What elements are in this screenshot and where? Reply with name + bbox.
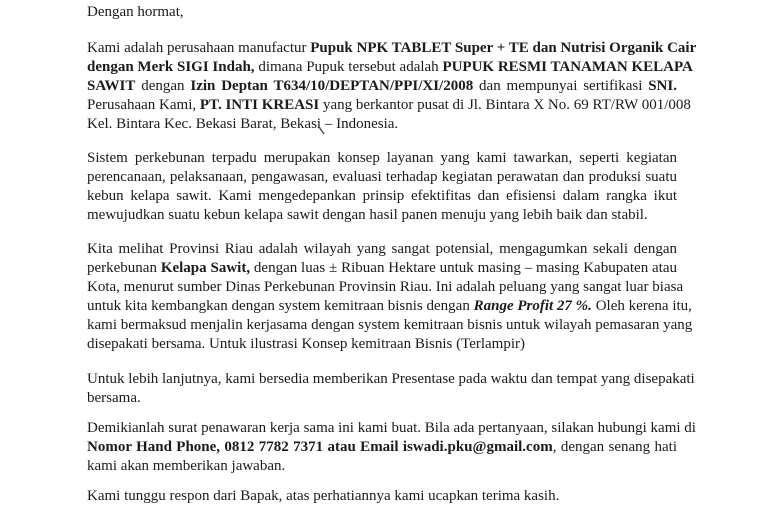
- p1-line-2: [87, 58, 693, 77]
- p1-line-4: [87, 96, 691, 115]
- p1-line-3: [87, 77, 677, 96]
- p5-line-1: Demikianlah surat penawaran kerja sama ini kami buat. Bila ada pertanyaan, silakan hubungi kami di: [87, 420, 696, 436]
- sawit-word: SAWIT: [87, 78, 136, 94]
- p5-line-2: [87, 438, 677, 457]
- p3-line-6: disepakati bersama. Untuk ilustrasi Konsep kemitraan Bisnis (Terlampir): [87, 336, 526, 352]
- official-fertilizer: PUPUK RESMI TANAMAN KELAPA: [442, 59, 693, 75]
- p1-l3-text-a: dengan: [135, 78, 191, 94]
- p2-line-4: mewujudkan suatu kebun kelapa sawit dengan hasil panen menuju yang lebih baik dan stabil.: [87, 207, 648, 223]
- p3-l2-text-a: perkebunan: [87, 260, 161, 276]
- p1-l2-text: dimana Pupuk tersebut adalah: [254, 59, 443, 75]
- p3-l2-text-b: dengan luas ± Ribuan Hektare untuk masing – masing Kabupaten atau: [250, 260, 678, 276]
- p1-line-1: [87, 39, 697, 58]
- range-profit: Range Profit 27 %.: [473, 298, 592, 314]
- p3-line-1: Kita melihat Provinsi Riau adalah wilayah yang sangat potensial, mengagumkan sekali dengan: [87, 241, 677, 257]
- contact-info: Nomor Hand Phone, 0812 7782 7371 atau Email iswadi.pku@gmail.com: [87, 439, 553, 455]
- sni-certification: SNI.: [648, 78, 677, 94]
- p2-line-2: perencanaan, pelaksanaan, pengawasan, evaluasi terhadap kegiatan perawatan dan produksi suatu: [87, 169, 677, 185]
- p3-line-5: kami bermaksud menjalin kerjasama dengan system kemitraan bisnis untuk wilayah pemasaran yang: [87, 317, 693, 333]
- p1-line-5: Kel. Bintara Kec. Bekasi Barat, Bekasi – Indonesia.: [87, 116, 399, 132]
- p3-line-3: Kota, menurut sumber Dinas Perkebunan Provinsin Riau. Ini adalah peluang yang sangat luar biasa: [87, 279, 684, 295]
- p2-line-1: Sistem perkebunan terpadu merupakan konsep layanan yang kami tawarkan, seperti kegiatan: [87, 150, 677, 166]
- p4-line-2: bersama.: [87, 390, 141, 406]
- company-name: PT. INTI KREASI: [199, 97, 320, 113]
- p4-line-1: Untuk lebih lanjutnya, kami bersedia memberikan Presentase pada waktu dan tempat yang disepakati: [87, 371, 695, 387]
- p3-l4-text-b: Oleh kerena itu,: [591, 298, 692, 314]
- pen-mark: [318, 126, 328, 136]
- p1-l3-text-b: dan mempunyai sertifikasi: [473, 78, 649, 94]
- p3-l4-text-a: untuk kita kembangkan dengan system kemitraan bisnis dengan: [87, 298, 474, 314]
- product-name: Pupuk NPK TABLET Super + TE dan Nutrisi Organik Cair: [310, 40, 697, 56]
- p1-l4-text-a: Perusahaan Kami,: [87, 97, 200, 113]
- brand-name: dengan Merk SIGI Indah,: [87, 59, 255, 75]
- p3-line-2: [87, 259, 677, 278]
- p5-l2-text: , dengan senang hati: [552, 439, 677, 455]
- kelapa-sawit-word: Kelapa Sawit,: [160, 260, 251, 276]
- permit-number: Izin Deptan T634/10/DEPTAN/PPI/XI/2008: [190, 78, 474, 94]
- closing-line: Kami tunggu respon dari Bapak, atas perhatiannya kami ucapkan terima kasih.: [87, 488, 560, 504]
- p1-l4-text-b: yang berkantor pusat di Jl. Bintara X No. 69 RT/RW 001/008: [319, 97, 691, 113]
- p2-line-3: kebun kelapa sawit. Kami mengedepankan prinsip efektifitas dan efisiensi dalam rangka ikut: [87, 188, 677, 204]
- p1-l1-text: Kami adalah perusahaan manufactur: [87, 40, 311, 56]
- greeting: Dengan hormat,: [87, 4, 184, 20]
- p3-line-4: [87, 297, 692, 316]
- p5-line-3: kami akan memberikan jawaban.: [87, 458, 286, 474]
